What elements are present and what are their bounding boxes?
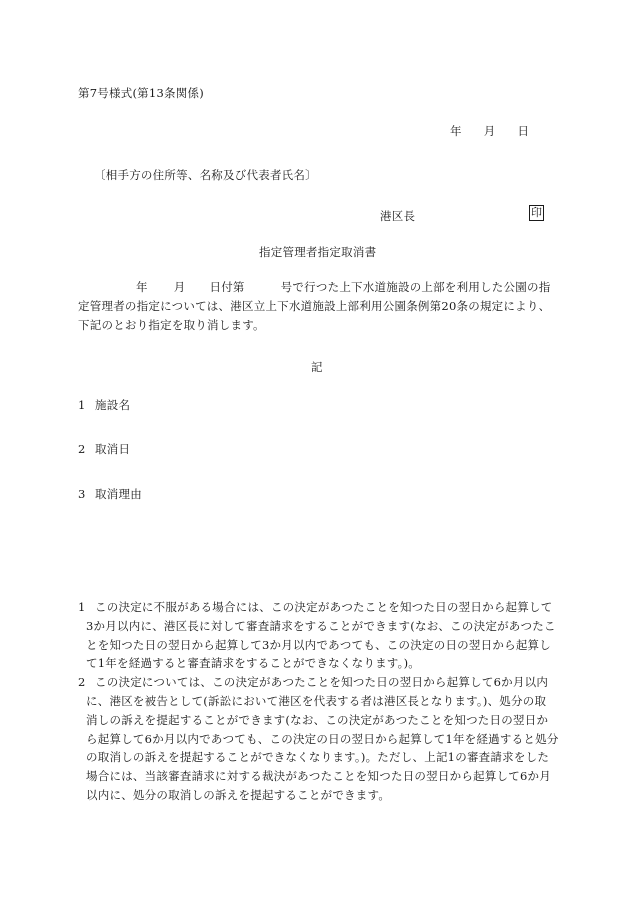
note-number: 1 bbox=[78, 600, 86, 614]
note-1 bbox=[78, 598, 560, 673]
note-line: の取消しの訴えを提起することができなくなります。)。ただし、上記1の審査請求をした bbox=[86, 750, 550, 765]
note-line: 場合には、当該審査請求に対する裁決があつたことを知つた日の翌日から起算して6か月 bbox=[86, 769, 552, 784]
body-line-2: 定管理者の指定については、港区立上下水道施設上部利用公園条例第20条の規定により、 bbox=[78, 299, 551, 313]
item-label: 取消理由 bbox=[95, 487, 142, 501]
note-2 bbox=[78, 673, 560, 805]
body-line1-text: 号で行つた上下水道施設の上部を利用した公園の指 bbox=[280, 280, 551, 294]
note-line: 消しの訴えを提起することができます(なお、この決定があつたことを知つた日の翌日か bbox=[86, 712, 549, 727]
form-number: 第7号様式(第13条関係) bbox=[78, 86, 204, 100]
note-line: に、港区を被告として(訴訟において港区を代表する者は港区長となります。)、処分の取 bbox=[86, 693, 547, 708]
note-line: て1年を経過すると審査請求をすることができなくなります。)。 bbox=[86, 656, 421, 671]
body-paragraph bbox=[78, 278, 558, 335]
note-number: 2 bbox=[78, 675, 86, 690]
date-month-label: 月 bbox=[483, 124, 496, 138]
date-line bbox=[450, 123, 529, 139]
note-line: 2 この決定については、この決定があつたことを知つた日の翌日から起算して6か月以内 bbox=[86, 673, 560, 692]
item-cancel-date bbox=[78, 441, 130, 457]
note-line: 以内に、処分の取消しの訴えを提起することができます。 bbox=[86, 787, 391, 802]
item-number: 2 bbox=[78, 442, 86, 456]
document-title: 指定管理者指定取消書 bbox=[259, 245, 377, 259]
notes-section bbox=[78, 598, 560, 805]
body-line-1 bbox=[78, 278, 558, 297]
note-line: とを知つた日の翌日から起算して3か月以内であつても、この決定の日の翌日から起算し bbox=[86, 637, 552, 652]
addressee: 〔相手方の住所等、名称及び代表者氏名〕 bbox=[94, 168, 317, 182]
item-cancel-reason bbox=[78, 486, 142, 502]
seal-mark: 印 bbox=[531, 206, 543, 219]
item-label: 施設名 bbox=[95, 398, 131, 412]
sender-title: 港区長 bbox=[380, 209, 416, 223]
body-line-3: 下記のとおり指定を取り消します。 bbox=[78, 318, 265, 332]
body-year-label: 年 bbox=[136, 280, 148, 294]
note-line: ら起算して6か月以内であつても、この決定の日の翌日から起算して1年を経過すると処分 bbox=[86, 731, 559, 746]
date-year-label: 年 bbox=[450, 124, 462, 138]
body-month-label: 月 bbox=[173, 280, 186, 294]
date-day-label: 日 bbox=[517, 124, 530, 138]
item-facility-name bbox=[78, 397, 130, 413]
note-line: 3か月以内に、港区長に対して審査請求をすることができます(なお、この決定があつたこ bbox=[86, 618, 556, 633]
item-label: 取消日 bbox=[95, 442, 131, 456]
item-number: 1 bbox=[78, 398, 86, 412]
body-date-no-label: 日付第 bbox=[209, 280, 245, 294]
item-number: 3 bbox=[78, 487, 86, 501]
note-line: 1 この決定に不服がある場合には、この決定があつたことを知つた日の翌日から起算して bbox=[86, 598, 560, 617]
ki-heading: 記 bbox=[311, 360, 323, 374]
